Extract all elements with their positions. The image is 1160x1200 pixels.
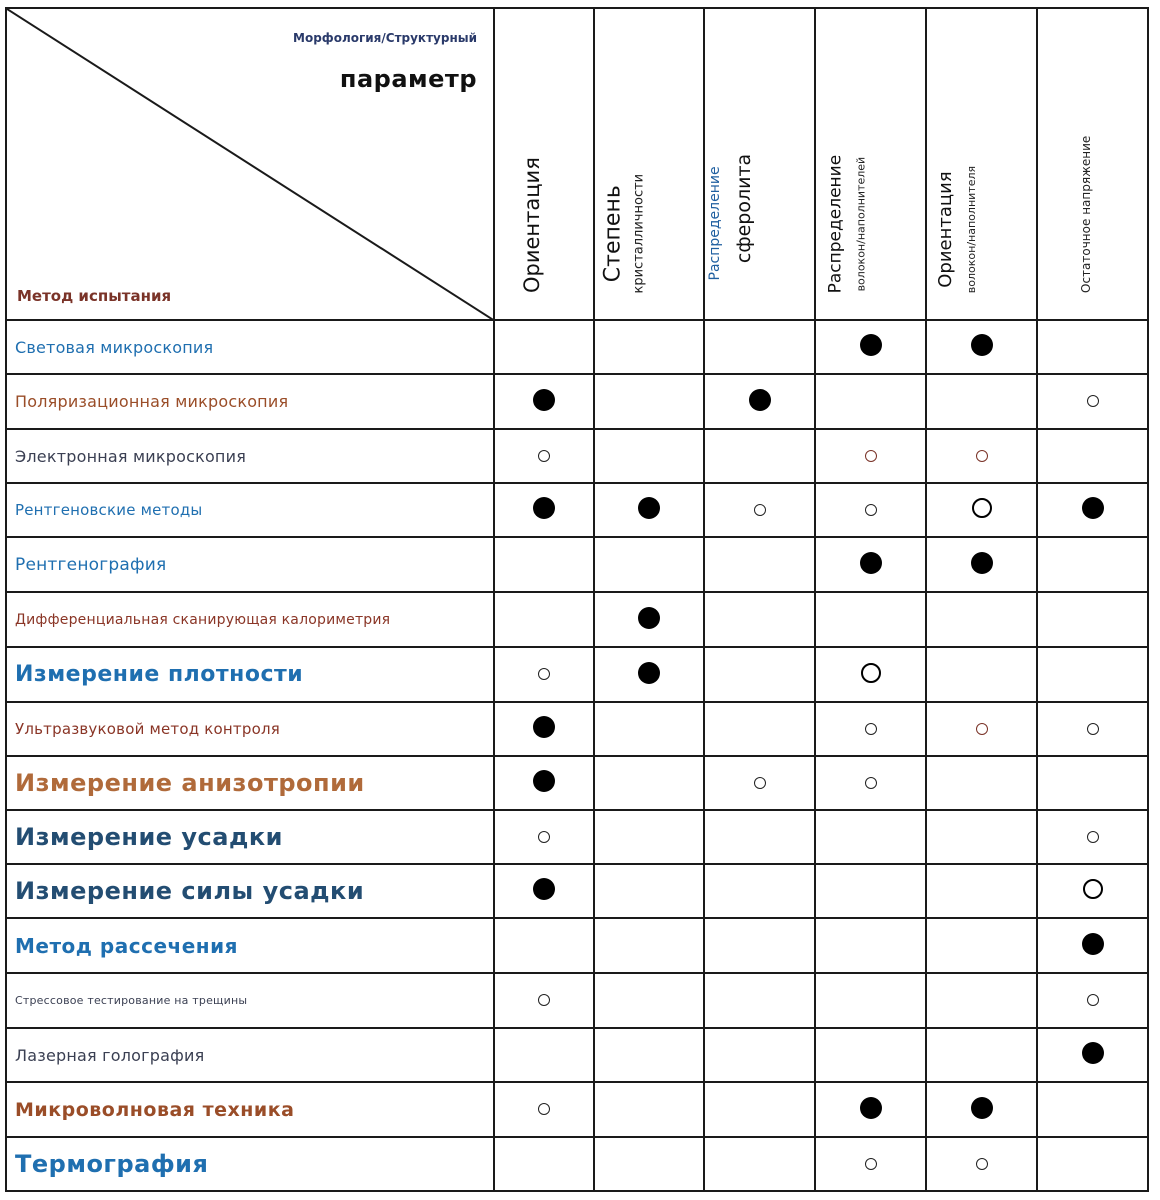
filled-circle-icon	[860, 552, 882, 574]
matrix-cell	[704, 1137, 815, 1191]
column-header-spherulite-distribution	[704, 8, 815, 320]
filled-circle-icon	[533, 878, 555, 900]
filled-circle-icon	[971, 334, 993, 356]
filled-circle-icon	[533, 389, 555, 411]
column-title: Остаточное напряжение	[1078, 135, 1093, 293]
matrix-cell	[815, 918, 926, 973]
matrix-cell	[704, 483, 815, 537]
matrix-cell	[704, 374, 815, 429]
matrix-cell	[594, 918, 704, 973]
filled-circle-icon	[971, 552, 993, 574]
matrix-cell	[704, 1082, 815, 1137]
matrix-cell	[704, 592, 815, 647]
matrix-cell	[494, 918, 594, 973]
matrix-cell	[594, 483, 704, 537]
corner-param-label: параметр	[339, 65, 477, 93]
matrix-cell	[926, 810, 1037, 864]
method-label: Ультразвуковой метод контроля	[6, 702, 494, 756]
matrix-cell	[815, 429, 926, 483]
matrix-cell	[704, 918, 815, 973]
method-label: Световая микроскопия	[6, 320, 494, 374]
column-header-crystallinity	[594, 8, 704, 320]
method-label: Измерение анизотропии	[6, 756, 494, 810]
matrix-cell	[704, 810, 815, 864]
matrix-cell	[494, 1082, 594, 1137]
table-row	[6, 1082, 1148, 1137]
filled-circle-icon	[971, 1097, 993, 1119]
matrix-cell	[1037, 918, 1148, 973]
open-circle-icon	[976, 1158, 988, 1170]
column-title: Ориентация	[934, 171, 956, 288]
matrix-body	[6, 320, 1148, 1191]
method-label: Дифференциальная сканирующая калориметрия	[6, 592, 494, 647]
table-row	[6, 702, 1148, 756]
matrix-cell	[594, 756, 704, 810]
column-title: Ориентация	[520, 157, 544, 293]
method-label: Измерение усадки	[6, 810, 494, 864]
matrix-cell	[494, 973, 594, 1028]
matrix-cell	[1037, 537, 1148, 592]
column-header-orientation	[494, 8, 594, 320]
method-label: Рентгенография	[6, 537, 494, 592]
matrix-cell	[1037, 374, 1148, 429]
matrix-cell	[594, 320, 704, 374]
filled-circle-icon	[1082, 1042, 1104, 1064]
method-parameter-matrix	[5, 7, 1149, 1192]
method-label: Измерение силы усадки	[6, 864, 494, 918]
table-row	[6, 592, 1148, 647]
matrix-cell	[1037, 320, 1148, 374]
matrix-cell	[494, 374, 594, 429]
method-label: Поляризационная микроскопия	[6, 374, 494, 429]
matrix-cell	[926, 592, 1037, 647]
method-label: Стрессовое тестирование на трещины	[6, 973, 494, 1028]
matrix-cell	[594, 810, 704, 864]
matrix-cell	[815, 592, 926, 647]
matrix-cell	[1037, 483, 1148, 537]
matrix-cell	[815, 374, 926, 429]
filled-circle-icon	[638, 607, 660, 629]
matrix-cell	[704, 973, 815, 1028]
column-subtitle: сферолита	[732, 153, 755, 263]
table-row	[6, 810, 1148, 864]
matrix-cell	[815, 483, 926, 537]
matrix-cell	[1037, 1082, 1148, 1137]
table-row	[6, 918, 1148, 973]
method-label: Метод рассечения	[6, 918, 494, 973]
filled-circle-icon	[638, 497, 660, 519]
filled-circle-icon	[638, 662, 660, 684]
open-circle-icon	[538, 450, 550, 462]
matrix-cell	[594, 1137, 704, 1191]
column-subtitle: волокон/наполнителей	[853, 156, 867, 292]
open-circle-icon	[972, 498, 992, 518]
matrix-cell	[926, 374, 1037, 429]
matrix-cell	[815, 973, 926, 1028]
open-circle-icon	[754, 504, 766, 516]
column-header-residual-stress	[1037, 8, 1148, 320]
matrix-cell	[926, 1137, 1037, 1191]
matrix-cell	[926, 702, 1037, 756]
open-circle-icon	[538, 1103, 550, 1115]
table-row	[6, 647, 1148, 702]
matrix-cell	[594, 702, 704, 756]
matrix-cell	[494, 320, 594, 374]
filled-circle-icon	[533, 497, 555, 519]
table-row	[6, 756, 1148, 810]
column-title: Степень	[600, 184, 626, 282]
matrix-cell	[926, 756, 1037, 810]
open-circle-icon	[1087, 831, 1099, 843]
matrix-cell	[594, 1082, 704, 1137]
matrix-cell	[494, 592, 594, 647]
header-row	[6, 8, 1148, 320]
matrix-cell	[494, 537, 594, 592]
matrix-cell	[494, 483, 594, 537]
filled-circle-icon	[533, 716, 555, 738]
table-row	[6, 429, 1148, 483]
column-subtitle: волокон/наполнителя	[964, 165, 978, 293]
open-circle-icon	[754, 777, 766, 789]
matrix-cell	[594, 864, 704, 918]
matrix-cell	[494, 647, 594, 702]
matrix-cell	[704, 647, 815, 702]
matrix-cell	[815, 702, 926, 756]
method-label: Лазерная голография	[6, 1028, 494, 1082]
matrix-cell	[815, 864, 926, 918]
open-circle-icon	[865, 777, 877, 789]
matrix-cell	[1037, 1137, 1148, 1191]
matrix-cell	[494, 756, 594, 810]
matrix-cell	[815, 1082, 926, 1137]
filled-circle-icon	[1082, 933, 1104, 955]
matrix-cell	[704, 320, 815, 374]
matrix-cell	[815, 756, 926, 810]
matrix-cell	[594, 592, 704, 647]
open-circle-icon	[538, 668, 550, 680]
matrix-cell	[704, 702, 815, 756]
open-circle-icon	[538, 994, 550, 1006]
filled-circle-icon	[749, 389, 771, 411]
table-row	[6, 973, 1148, 1028]
table-row	[6, 374, 1148, 429]
matrix-cell	[594, 1028, 704, 1082]
column-title: Распределение	[706, 166, 723, 281]
matrix-cell	[1037, 1028, 1148, 1082]
table-row	[6, 483, 1148, 537]
table-row	[6, 1028, 1148, 1082]
corner-top-label: Морфология/Структурный	[293, 31, 477, 45]
matrix-cell	[926, 483, 1037, 537]
open-circle-icon	[976, 723, 988, 735]
matrix-cell	[815, 1028, 926, 1082]
matrix-cell	[494, 1028, 594, 1082]
matrix-cell	[494, 810, 594, 864]
method-label: Термография	[6, 1137, 494, 1191]
open-circle-icon	[1087, 723, 1099, 735]
column-header-filler-distribution	[815, 8, 926, 320]
matrix-cell	[594, 537, 704, 592]
matrix-cell	[494, 702, 594, 756]
matrix-cell	[926, 973, 1037, 1028]
filled-circle-icon	[860, 1097, 882, 1119]
matrix-cell	[594, 647, 704, 702]
diagonal-line	[7, 9, 495, 321]
matrix-cell	[815, 320, 926, 374]
matrix-cell	[1037, 702, 1148, 756]
matrix-cell	[494, 429, 594, 483]
matrix-cell	[1037, 756, 1148, 810]
open-circle-icon	[865, 1158, 877, 1170]
filled-circle-icon	[860, 334, 882, 356]
method-label: Рентгеновские методы	[6, 483, 494, 537]
matrix-cell	[926, 1082, 1037, 1137]
corner-method-label: Метод испытания	[17, 287, 172, 305]
column-title: Распределение	[825, 154, 846, 293]
open-circle-icon	[865, 723, 877, 735]
matrix-cell	[594, 973, 704, 1028]
table-row	[6, 1137, 1148, 1191]
matrix-cell	[494, 1137, 594, 1191]
method-label: Микроволновая техника	[6, 1082, 494, 1137]
matrix-cell	[926, 1028, 1037, 1082]
matrix-cell	[926, 537, 1037, 592]
matrix-cell	[594, 374, 704, 429]
table-row	[6, 537, 1148, 592]
matrix-cell	[926, 429, 1037, 483]
matrix-cell	[1037, 592, 1148, 647]
column-subtitle: кристалличности	[631, 173, 647, 293]
method-label: Электронная микроскопия	[6, 429, 494, 483]
method-label: Измерение плотности	[6, 647, 494, 702]
matrix-cell	[926, 320, 1037, 374]
table-row	[6, 864, 1148, 918]
matrix-cell	[704, 429, 815, 483]
matrix-cell	[815, 1137, 926, 1191]
matrix-cell	[704, 537, 815, 592]
matrix-cell	[1037, 429, 1148, 483]
filled-circle-icon	[1082, 497, 1104, 519]
open-circle-icon	[865, 504, 877, 516]
open-circle-icon	[1087, 395, 1099, 407]
matrix-cell	[815, 647, 926, 702]
table-row	[6, 320, 1148, 374]
matrix-cell	[1037, 647, 1148, 702]
open-circle-icon	[865, 450, 877, 462]
matrix-cell	[1037, 810, 1148, 864]
matrix-cell	[704, 756, 815, 810]
matrix-cell	[704, 864, 815, 918]
matrix-cell	[926, 864, 1037, 918]
open-circle-icon	[861, 663, 881, 683]
matrix-cell	[704, 1028, 815, 1082]
open-circle-icon	[1083, 879, 1103, 899]
matrix-cell	[1037, 973, 1148, 1028]
matrix-cell	[494, 864, 594, 918]
open-circle-icon	[538, 831, 550, 843]
matrix-cell	[1037, 864, 1148, 918]
filled-circle-icon	[533, 770, 555, 792]
matrix-cell	[926, 918, 1037, 973]
open-circle-icon	[976, 450, 988, 462]
open-circle-icon	[1087, 994, 1099, 1006]
matrix-cell	[594, 429, 704, 483]
matrix-cell	[815, 810, 926, 864]
column-header-filler-orientation	[926, 8, 1037, 320]
matrix-cell	[926, 647, 1037, 702]
corner-cell	[6, 8, 494, 320]
matrix-cell	[815, 537, 926, 592]
